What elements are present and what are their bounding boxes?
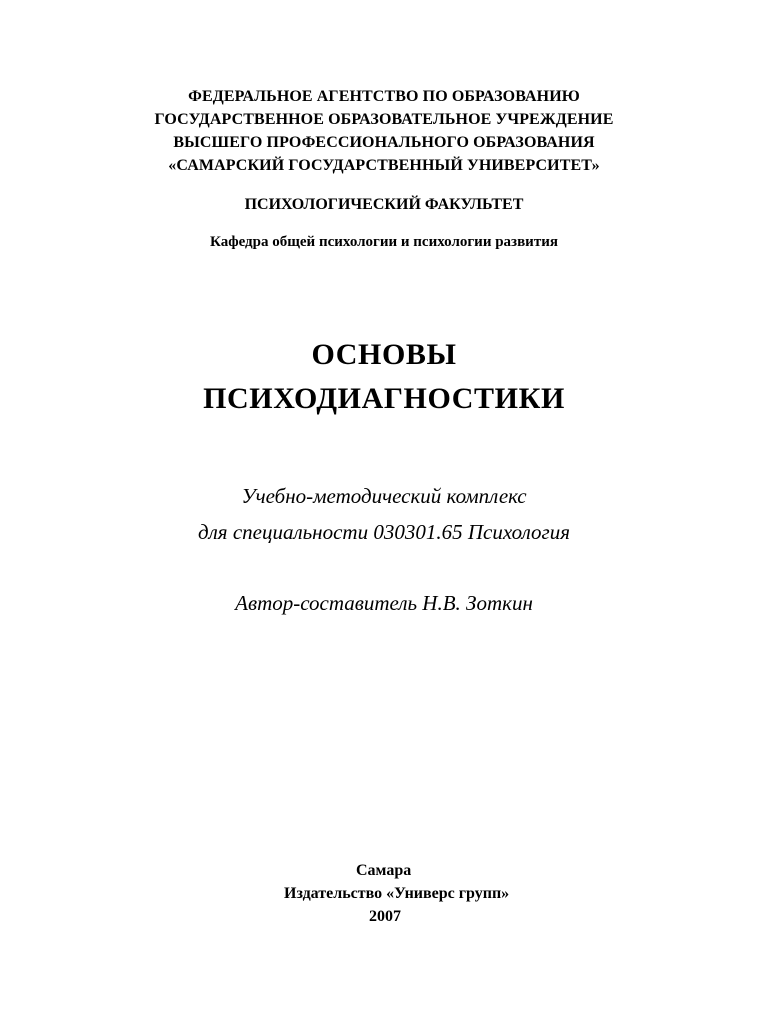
imprint-city: Самара bbox=[356, 862, 412, 879]
department-name: Кафедра общей психологии и психологии развития bbox=[210, 234, 558, 250]
title-line-1: ОСНОВЫ bbox=[311, 338, 457, 371]
header-education-level: ВЫСШЕГО ПРОФЕССИОНАЛЬНОГО ОБРАЗОВАНИЯ bbox=[173, 134, 595, 151]
author-compiler: Автор-составитель Н.В. Зоткин bbox=[235, 591, 533, 615]
imprint-publisher: Издательство «Универс групп» bbox=[284, 885, 510, 902]
imprint-year: 2007 bbox=[369, 908, 401, 925]
faculty-name: ПСИХОЛОГИЧЕСКИЙ ФАКУЛЬТЕТ bbox=[244, 196, 524, 213]
subtitle-line-1: Учебно-методический комплекс bbox=[241, 484, 527, 508]
header-institution-type: ГОСУДАРСТВЕННОЕ ОБРАЗОВАТЕЛЬНОЕ УЧРЕЖДЕНИЕ bbox=[154, 111, 614, 128]
subtitle-line-2: для специальности 030301.65 Психология bbox=[198, 520, 570, 544]
header-university: «САМАРСКИЙ ГОСУДАРСТВЕННЫЙ УНИВЕРСИТЕТ» bbox=[168, 157, 600, 174]
title-line-2: ПСИХОДИАГНОСТИКИ bbox=[203, 382, 565, 415]
header-agency: ФЕДЕРАЛЬНОЕ АГЕНТСТВО ПО ОБРАЗОВАНИЮ bbox=[188, 88, 580, 105]
